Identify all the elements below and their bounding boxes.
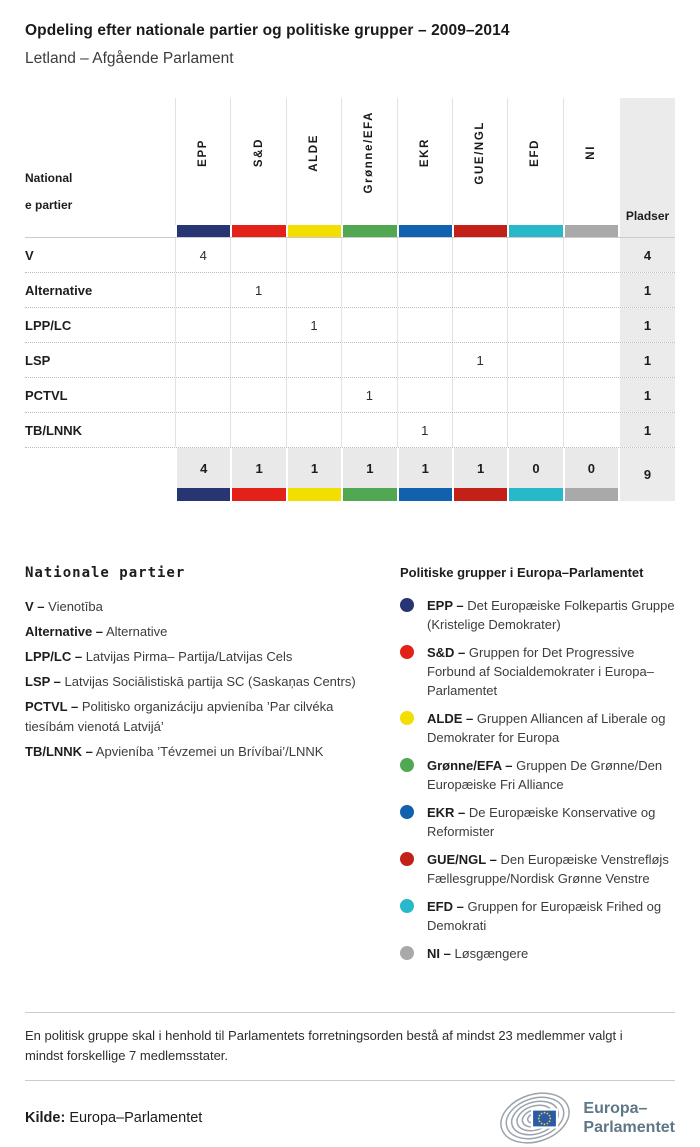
total-ni: 0 (563, 448, 618, 501)
cell-value (397, 273, 452, 307)
column-header-efd: EFD (507, 98, 562, 225)
ni-color-bar (563, 225, 618, 237)
group-color-bar-row (25, 225, 675, 238)
cell-value (507, 413, 562, 447)
total-seats: 9 (618, 448, 675, 501)
cell-value (563, 308, 618, 342)
footnote-block (25, 1012, 675, 1081)
row-header-label (25, 165, 72, 225)
legend-item: GUE/NGL – Den Europæiske Venstrefløjs Fællesgruppe/Nordisk Grønne Venstre (400, 850, 675, 888)
ni-legend-dot (400, 946, 414, 960)
national-parties-legend (25, 565, 385, 972)
cell-value (175, 378, 230, 412)
epp-color-bar (175, 225, 230, 237)
table-row (25, 413, 675, 448)
seats-value: 1 (618, 308, 675, 342)
cell-value (563, 273, 618, 307)
column-header-ekr: EKR (397, 98, 452, 225)
totals-spacer (25, 448, 175, 501)
legend-item: LSP – Latvijas Sociālistiskā partija SC (Saskaņas Centrs) (25, 674, 356, 689)
total-ekr: 1 (397, 448, 452, 501)
sd-color-bar (230, 225, 285, 237)
source-text (25, 1110, 202, 1126)
cell-value (507, 238, 562, 272)
sd-total-bar (232, 488, 285, 501)
greens-efa-legend-dot (400, 758, 414, 772)
cell-value (507, 273, 562, 307)
cell-value: 1 (286, 308, 341, 342)
efd-color-bar (507, 225, 562, 237)
legend-item: ALDE – Gruppen Alliancen af Liberale og Demokrater for Europa (400, 709, 675, 747)
total-alde: 1 (286, 448, 341, 501)
cell-value (230, 343, 285, 377)
seats-value: 1 (618, 343, 675, 377)
cell-value: 4 (175, 238, 230, 272)
column-header-greens-efa: Grønne/EFA (341, 98, 396, 225)
cell-value (452, 378, 507, 412)
cell-value (230, 238, 285, 272)
row-header-line1: National (25, 171, 73, 185)
cell-value: 1 (230, 273, 285, 307)
cell-value (341, 273, 396, 307)
cell-value (563, 413, 618, 447)
cell-value (286, 273, 341, 307)
column-header-alde: ALDE (286, 98, 341, 225)
cell-value (397, 308, 452, 342)
legend-item: EPP – Det Europæiske Folkepartis Gruppe (Kristelige Demokrater) (400, 596, 675, 634)
greens-efa-total-bar (343, 488, 396, 501)
logo-wordmark: Europa– Parlamentet (583, 1100, 675, 1136)
cell-value (507, 343, 562, 377)
political-groups-heading: Politiske grupper i Europa–Parlamentet (400, 565, 644, 580)
cell-value: 1 (397, 413, 452, 447)
table-header-row (25, 98, 675, 225)
national-parties-heading: Nationale partier (25, 565, 186, 581)
cell-value (507, 378, 562, 412)
legend-item: S&D – Gruppen for Det Progressive Forbund af Socialdemokrater i Europa–Parlamentet (400, 643, 675, 700)
ekr-legend-dot (400, 805, 414, 819)
party-label: LPP/LC (25, 317, 72, 333)
total-sd: 1 (230, 448, 285, 501)
legend-item: V – Vienotība (25, 599, 103, 614)
total-epp: 4 (175, 448, 230, 501)
cell-value (397, 238, 452, 272)
column-header-ni: NI (563, 98, 618, 225)
seats-value: 1 (618, 273, 675, 307)
parliament-hemicycle-icon (499, 1092, 575, 1144)
column-header-seats: Pladser (618, 98, 675, 225)
column-header-gue-ngl: GUE/NGL (452, 98, 507, 225)
legend-item: TB/LNNK – Apvieníba ’Tévzemei un Brívíbai’/LNNK (25, 744, 324, 759)
greens-efa-color-bar (341, 225, 396, 237)
table-row (25, 273, 675, 308)
european-parliament-logo (499, 1092, 675, 1144)
footnote-text: En politisk gruppe skal i henhold til Parlamentets forretningsorden bestå af mindst 23 medlemmer valgt i mindst forskellige 7 medlemsstater. (25, 1028, 623, 1063)
efd-total-bar (509, 488, 562, 501)
cell-value (452, 308, 507, 342)
alde-color-bar (286, 225, 341, 237)
cell-value (341, 413, 396, 447)
page-title: Opdeling efter nationale partier og politiske grupper – 2009–2014 (25, 22, 510, 39)
seats-table (25, 98, 675, 501)
epp-total-bar (177, 488, 230, 501)
source-row (25, 1089, 675, 1147)
seats-value: 1 (618, 378, 675, 412)
page-subtitle: Letland – Afgående Parlament (25, 50, 234, 67)
column-header-sd: S&D (230, 98, 285, 225)
seats-value: 4 (618, 238, 675, 272)
seats-value: 1 (618, 413, 675, 447)
party-label: TB/LNNK (25, 422, 83, 438)
row-header-line2: e partier (25, 198, 73, 212)
cell-value (452, 273, 507, 307)
cell-value (175, 413, 230, 447)
cell-value (286, 378, 341, 412)
column-header-epp: EPP (175, 98, 230, 225)
cell-value (563, 238, 618, 272)
table-row (25, 343, 675, 378)
cell-value (397, 378, 452, 412)
cell-value (286, 238, 341, 272)
party-label: V (25, 247, 34, 263)
legend-item: Grønne/EFA – Gruppen De Grønne/Den Europæiske Fri Alliance (400, 756, 675, 794)
table-row (25, 238, 675, 273)
bar-spacer (25, 225, 175, 237)
cell-value: 1 (341, 378, 396, 412)
legend-item: PCTVL – Politisko organizáciju apvieníba ’Par cilvéka tiesíbám vienotá Latvijá’ (25, 699, 334, 734)
cell-value (341, 308, 396, 342)
ekr-total-bar (399, 488, 452, 501)
cell-value (341, 238, 396, 272)
table-row (25, 378, 675, 413)
totals-row (25, 448, 675, 501)
cell-value (230, 378, 285, 412)
table-row (25, 308, 675, 343)
legend-item: NI – Løsgængere (400, 944, 675, 963)
cell-value (175, 273, 230, 307)
source-label: Kilde: (25, 1110, 66, 1126)
cell-value (563, 343, 618, 377)
legend-item: LPP/LC – Latvijas Pirma– Partija/Latvijas Cels (25, 649, 293, 664)
party-label: LSP (25, 352, 51, 368)
total-gue-ngl: 1 (452, 448, 507, 501)
party-label: PCTVL (25, 387, 68, 403)
gue-ngl-total-bar (454, 488, 507, 501)
total-greens-efa: 1 (341, 448, 396, 501)
cell-value (341, 343, 396, 377)
legend-item: EKR – De Europæiske Konservative og Reformister (400, 803, 675, 841)
cell-value (452, 413, 507, 447)
efd-legend-dot (400, 899, 414, 913)
gue-ngl-color-bar (452, 225, 507, 237)
cell-value (563, 378, 618, 412)
cell-value (175, 343, 230, 377)
cell-value (397, 343, 452, 377)
party-label: Alternative (25, 282, 93, 298)
total-efd: 0 (507, 448, 562, 501)
gue-ngl-legend-dot (400, 852, 414, 866)
political-groups-legend (400, 565, 675, 972)
cell-value (175, 308, 230, 342)
seats-bar-spacer (618, 225, 675, 237)
legend-item: Alternative – Alternative (25, 624, 168, 639)
ekr-color-bar (397, 225, 452, 237)
cell-value (507, 308, 562, 342)
cell-value (230, 413, 285, 447)
source-value: Europa–Parlamentet (69, 1110, 203, 1126)
ni-total-bar (565, 488, 618, 501)
cell-value: 1 (452, 343, 507, 377)
cell-value (286, 413, 341, 447)
cell-value (452, 238, 507, 272)
epp-legend-dot (400, 598, 414, 612)
row-header-cell (25, 98, 175, 225)
alde-legend-dot (400, 711, 414, 725)
legends-section (25, 565, 675, 972)
sd-legend-dot (400, 645, 414, 659)
legend-item: EFD – Gruppen for Europæisk Frihed og Demokrati (400, 897, 675, 935)
alde-total-bar (288, 488, 341, 501)
cell-value (286, 343, 341, 377)
cell-value (230, 308, 285, 342)
